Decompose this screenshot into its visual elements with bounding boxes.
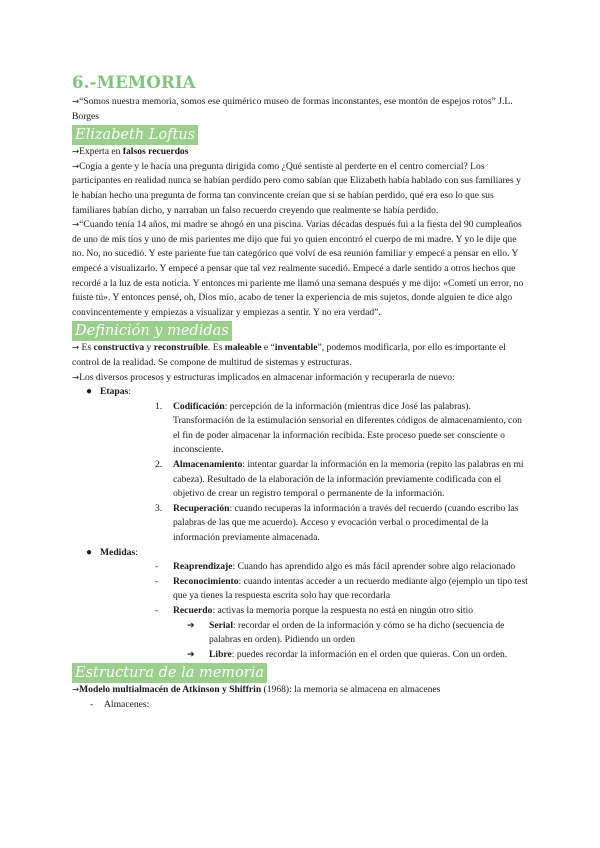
section-loftus	[72, 124, 530, 320]
list-item-etapas: ● Etapas: 1. Codificación: percepción de la información (mientras dice José las palabras). Transformación de la estimulación sensorial en diferentes códigos de almacenamiento, con el fin de poder almacenar la información recibida. Este proceso puede ser consciente o inconsciente. 2. Almacenamiento: intentar guardar la información en la memoria (repito las palabras en mi cabeza). Resultado de la elaboración de la información previamente codificada con el objetivo de crear un registro temporal o permanente de la información. 3. Recuperación: cuando recuperas la información a través del recuerdo (cuando escribo las palabras de las que me acuerdo). Acceso y evocación verbal o procedimental de la información previamente almacenada.	[72, 385, 530, 546]
definicion-line-1: → Es constructiva y reconstruible. Es maleable e “inventable”, podemos modificarla, por ello es importante el control de la realidad. Se compone de multitud de sistemas y estructuras.	[72, 342, 506, 368]
list-item: 1. Codificación: percepción de la información (mientras dice José las palabras). Transformación de la estimulación sensorial en diferentes códigos de almacenamiento, con el fin de poder almacenar la información recibida. Este proceso puede ser consciente o inconsciente.	[155, 400, 522, 456]
list-item: 2. Almacenamiento: intentar guardar la información en la memoria (repito las palabras en mi cabeza). Resultado de la elaboración de la información previamente codificada con el objetivo de crear un registro temporal o permanente de la información.	[155, 459, 524, 500]
section-estructura	[72, 662, 530, 712]
borges-quote: →“Somos nuestra memoria, somos ese quimérico museo de formas inconstantes, ese montón de espejos rotos” J.L. Borges	[72, 96, 513, 122]
list-item-medidas: ● Medidas: - Reaprendizaje: Cuando has aprendido algo es más fácil aprender sobre algo relacionado - Reconocimiento: cuando intentas acceder a un recuerdo mediante algo (ejemplo un tipo test que ya tienes la respuesta escrita solo hay que recordarla - Recuerdo: activas la memoria porque la respuesta no está en ningún otro sitio ➔ Serial: recordar el orden de la información y cómo se ha dicho (secuencia de palabras en orden). Pidiendo un orden ➔ Libre: puedes recordar la información en el orden que quieras. Con un orden.	[72, 546, 530, 663]
loftus-paragraph-2: →“Cuando tenía 14 años, mi madre se ahogó en una piscina. Varias décadas después fui a la fiesta del 90 cumpleaños de uno de mis tíos y uno de mis parientes me dijo que fui yo quien encontró el cuerpo de mi madre. Y yo le dije que no. No, no sucedió. Y este pariente fue tan categórico que volví de esa reunión familiar y empecé a pensar en ello. Y empecé a visualizarlo. Y empecé a pensar que tal vez realmente sucedió. Empecé a darle sentido a otros hechos que recordé a la luz de esta noticia. Y entonces mi pariente me llamó una semana después y me dijo: «Cometí un error, no fuiste tú». Y entonces pensé, oh, Dios mío, acabo de tener la experiencia de mis sujetos, donde alguien te dice algo convincentemente y empiezas a visualizar y empiezas a sentir. Y no era verdad”.	[72, 219, 524, 318]
section-heading-definicion: Definición y medidas	[72, 321, 232, 341]
section-heading-estructura: Estructura de la memoria	[72, 663, 267, 683]
arrow-icon: →	[72, 220, 80, 231]
arrow-icon: →	[72, 161, 80, 172]
list-item: - Reaprendizaje: Cuando has aprendido algo es más fácil aprender sobre algo relacionado	[155, 561, 516, 573]
list-item: ➔ Serial: recordar el orden de la información y cómo se ha dicho (secuencia de palabras en orden). Pidiendo un orden	[187, 619, 505, 646]
estructura-model-line: →Modelo multialmacén de Atkinson y Shiffrin (1968): la memoria se almacena en almacenes	[72, 684, 441, 696]
arrow-icon: →	[72, 97, 80, 107]
arrow-icon: →	[72, 343, 80, 354]
arrow-icon: ➔	[187, 620, 195, 631]
arrow-icon: →	[72, 685, 80, 696]
page-title: 6.-MEMORIA	[72, 73, 196, 92]
list-item: 3. Recuperación: cuando recuperas la información a través del recuerdo (cuando escribo las palabras de las que me acuerdo). Acceso y evocación verbal o procedimental de la información previamente almacenada.	[155, 502, 519, 544]
etapas-list	[100, 400, 530, 546]
estructura-list	[72, 698, 530, 713]
list-item: - Reconocimiento: cuando intentas acceder a un recuerdo mediante algo (ejemplo un tipo test que ya tienes la respuesta escrita solo hay que recordarla	[155, 575, 528, 602]
loftus-paragraph-1: →Cogía a gente y le hacía una pregunta dirigida como ¿Qué sentiste al perderte en el centro comercial? Los participantes en realidad nunca se habían perdido pero como sabían que Elizabeth había hablado con sus familiares y le habían hecho una pregunta de forma tan convincente creían que si se habían perdido, qué era eso lo que sus familiares habían dicho, y narraban un falso recuerdo creyendo que realmente se había perdido.	[72, 160, 521, 216]
bullet-icon: ●	[86, 546, 93, 558]
list-item: - Recuerdo: activas la memoria porque la respuesta no está en ningún otro sitio ➔ Serial: recordar el orden de la información y cómo se ha dicho (secuencia de palabras en orden). Pidiendo un orden ➔ Libre: puedes recordar la información en el orden que quieras. Con un orden.	[100, 604, 530, 662]
loftus-expert-line: →Experta en falsos recuerdos	[72, 146, 189, 158]
list-item: ➔ Libre: puedes recordar la información en el orden que quieras. Con un orden.	[173, 648, 530, 663]
bullet-icon: ●	[86, 386, 93, 398]
arrow-icon: →	[72, 147, 80, 158]
definicion-line-2: →Los diversos procesos y estructuras implicados en almacenar información y recuperarla de nuevo:	[72, 371, 455, 383]
definicion-list	[72, 385, 530, 662]
section-heading-loftus: Elizabeth Loftus	[72, 125, 198, 145]
list-item: - Almacenes:	[90, 698, 150, 710]
arrow-icon: ➔	[187, 649, 195, 660]
section-definicion	[72, 320, 530, 662]
document-body	[72, 71, 530, 713]
medidas-list	[100, 560, 530, 662]
recuerdo-sub-list	[173, 619, 530, 663]
arrow-icon: →	[72, 372, 80, 383]
